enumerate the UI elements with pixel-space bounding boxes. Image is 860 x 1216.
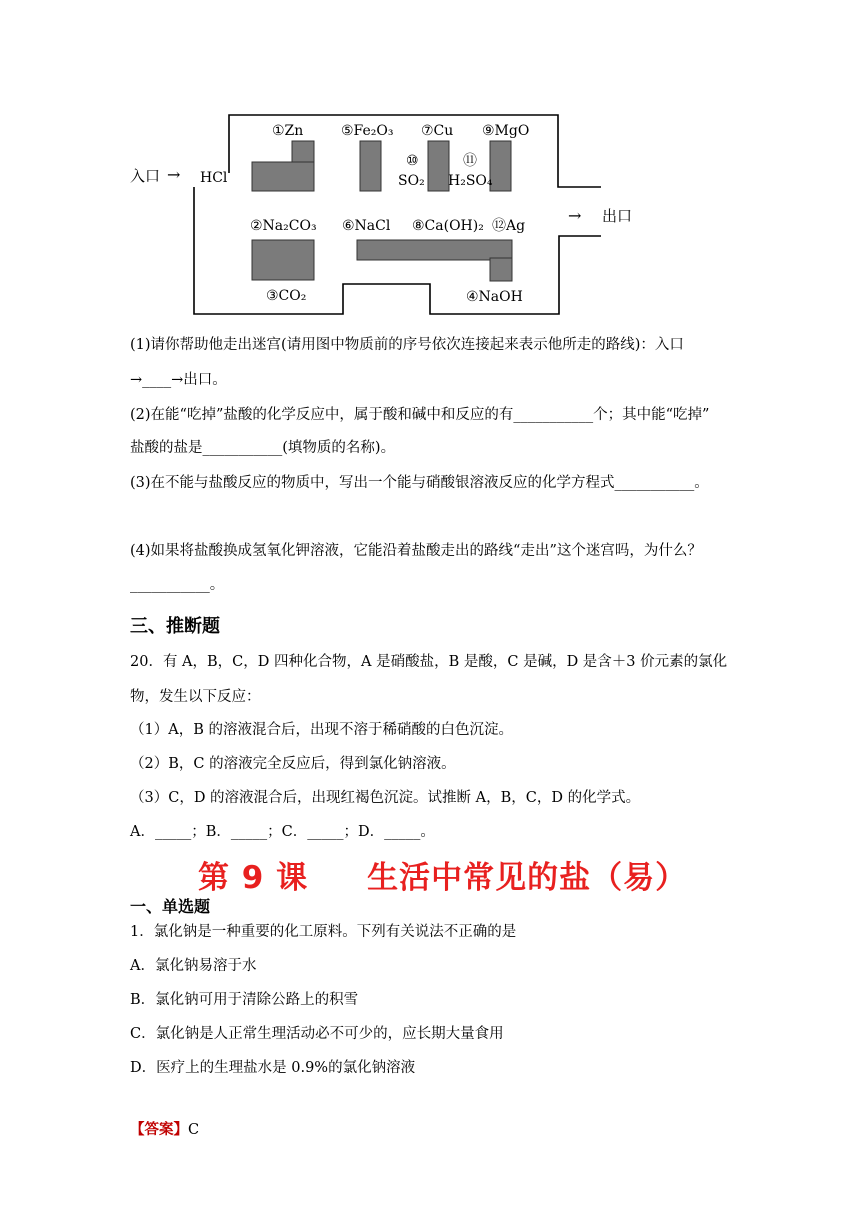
section-3-title: 三、推断题: [130, 616, 220, 637]
exit-label: 出口: [602, 207, 633, 225]
substance-4: ④NaOH: [466, 289, 523, 305]
substance-9: ⑨MgO: [482, 123, 530, 139]
question-3-line-1: (3)在不能与盐酸反应的物质中，写出一个能与硝酸银溶液反应的化学方程式___________。: [130, 475, 709, 491]
question-20-line-1: 20．有 A，B，C，D 四种化合物，A 是硝酸盐，B 是酸，C 是碱，D 是含＋3 价元素的氯化: [130, 654, 728, 670]
answer-blanks: A．_____；B．_____；C．_____；D．_____。: [130, 824, 435, 840]
substance-1: ①Zn: [272, 123, 304, 139]
answer: [130, 1118, 199, 1139]
substance-11-number: ⑪: [463, 153, 477, 169]
question-4-line-2: ___________。: [130, 577, 225, 593]
option-b: B．氯化钠可用于清除公路上的积雪: [130, 992, 359, 1008]
substance-8: ⑧Ca(OH)₂: [412, 218, 484, 234]
question-1-line-2: →____→出口。: [130, 372, 227, 388]
substance-10-number: ⑩: [406, 153, 419, 169]
lesson-title: 第 9 课 生活中常见的盐（易）: [198, 860, 688, 896]
option-a: A．氯化钠易溶于水: [130, 958, 257, 974]
question-1-stem: 1．氯化钠是一种重要的化工原料。下列有关说法不正确的是: [130, 924, 517, 940]
entrance-label: 入口: [130, 167, 161, 185]
section-1-title: 一、单选题: [130, 897, 211, 916]
exit-arrow-icon: →: [568, 206, 582, 225]
substance-10: SO₂: [398, 173, 425, 189]
question-2-line-2: 盐酸的盐是___________(填物质的名称)。: [130, 440, 396, 456]
reaction-1: （1）A，B 的溶液混合后，出现不溶于稀硝酸的白色沉淀。: [130, 722, 513, 738]
substance-3: ③CO₂: [266, 288, 307, 304]
question-1-line-1: (1)请你帮助他走出迷宫(请用图中物质前的序号依次连接起来表示他所走的路线)：入口: [130, 337, 684, 353]
question-2-line-1: (2)在能“吃掉”盐酸的化学反应中，属于酸和碱中和反应的有___________个；其中能“吃掉”: [130, 407, 710, 423]
start-substance: HCl: [200, 170, 228, 186]
option-d: D．医疗上的生理盐水是 0.9%的氯化钠溶液: [130, 1060, 416, 1076]
entrance-arrow-icon: →: [167, 165, 181, 184]
question-4-line-1: (4)如果将盐酸换成氢氧化钾溶液，它能沿着盐酸走出的路线“走出”这个迷宫吗，为什么？: [130, 543, 702, 559]
answer-label: 【答案】: [130, 1121, 188, 1138]
reaction-3: （3）C，D 的溶液混合后，出现红褐色沉淀。试推断 A，B，C，D 的化学式。: [130, 790, 641, 806]
substance-5: ⑤Fe₂O₃: [341, 123, 394, 139]
reaction-2: （2）B，C 的溶液完全反应后，得到氯化钠溶液。: [130, 756, 456, 772]
substance-11: H₂SO₄: [448, 173, 493, 189]
substance-2: ②Na₂CO₃: [250, 218, 317, 234]
substance-6: ⑥NaCl: [342, 218, 391, 234]
substance-12: ⑫Ag: [492, 218, 526, 234]
substance-7: ⑦Cu: [421, 123, 454, 139]
maze-walls: [128, 112, 628, 322]
maze-figure: [128, 112, 633, 322]
answer-value: C: [188, 1122, 200, 1138]
question-20-line-2: 物，发生以下反应：: [130, 689, 261, 705]
option-c: C．氯化钠是人正常生理活动必不可少的，应长期大量食用: [130, 1026, 504, 1042]
